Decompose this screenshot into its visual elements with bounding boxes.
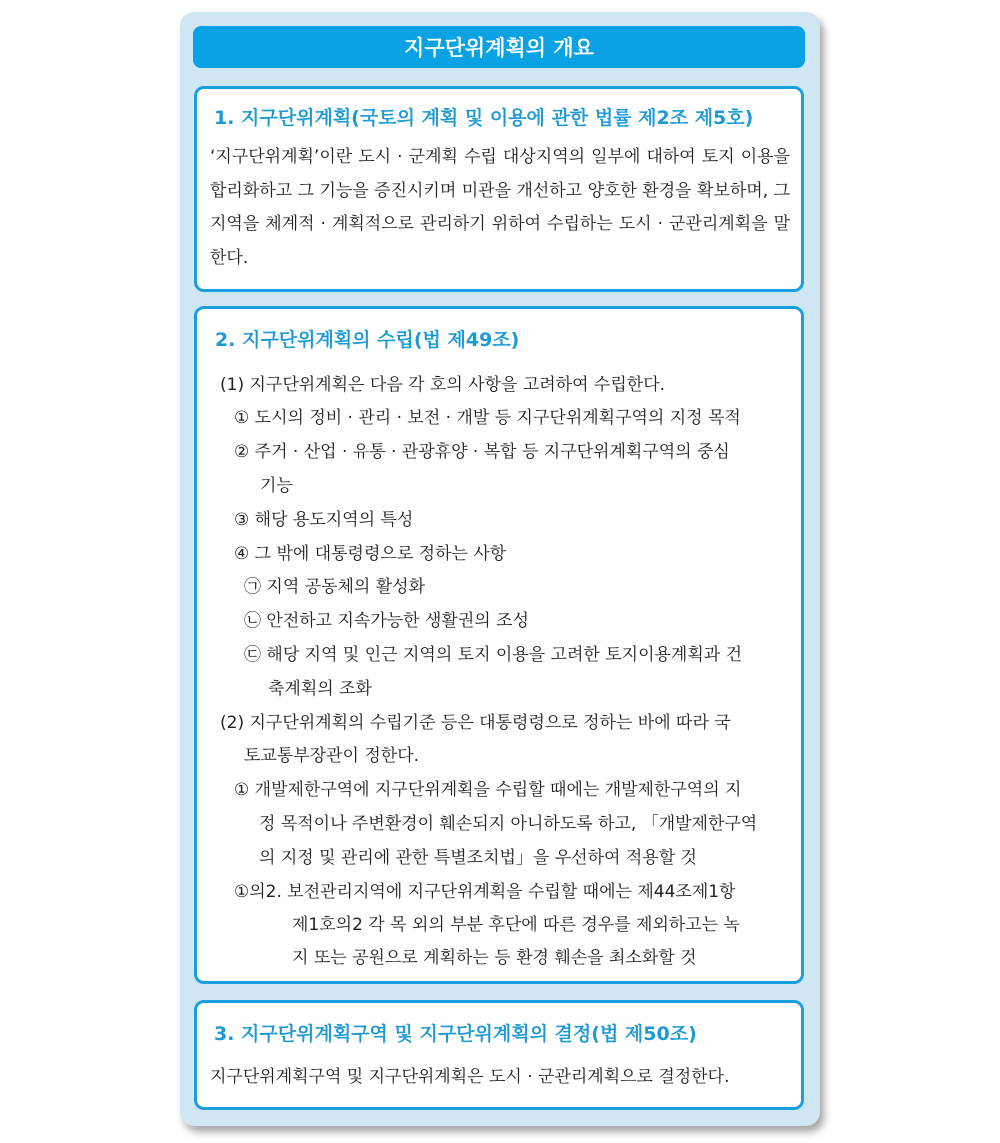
sub-item-c-cont: 축계획의 조화 [268, 679, 372, 699]
section-2-heading: 2. 지구단위계획의 수립(법 제49조) [215, 329, 520, 351]
clause-2-item-1: ① 개발제한구역에 지구단위계획을 수립할 때에는 개발제한구역의 지 [234, 780, 742, 800]
section-3-box [194, 1000, 804, 1110]
clause-2-item-1-2-cont-b: 지 또는 공원으로 계획하는 등 환경 훼손을 최소화할 것 [292, 948, 697, 968]
page-title [193, 26, 805, 68]
item-3: ③ 해당 용도지역의 특성 [234, 510, 414, 530]
clause-2-item-1-cont-a: 정 목적이나 주변환경이 훼손되지 아니하도록 하고, 「개발제한구역 [259, 814, 758, 834]
sub-item-c: ㉢ 해당 지역 및 인근 지역의 토지 이용을 고려한 토지이용계획과 건 [244, 645, 743, 665]
item-4: ④ 그 밖에 대통령령으로 정하는 사항 [234, 544, 507, 564]
section-2-box [194, 306, 804, 984]
item-2-cont: 기능 [260, 476, 293, 496]
section-1-heading: 1. 지구단위계획(국토의 계획 및 이용에 관한 법률 제2조 제5호) [214, 107, 754, 129]
section-1-body: ‘지구단위계획’이란 도시 · 군계획 수립 대상지역의 일부에 대하여 토지 이용을 합리화하고 그 기능을 증진시키며 미관을 개선하고 양호한 환경을 확보하며, 그 지역을 체계적 · 계획적으로 관리하기 위하여 수립하는 도시 · 군관리계획을 말한다. [210, 147, 790, 268]
item-1: ① 도시의 정비 · 관리 · 보전 · 개발 등 지구단위계획구역의 지정 목적 [234, 408, 741, 428]
page-title-text: 지구단위계획의 개요 [404, 36, 594, 60]
clause-2-intro: (2) 지구단위계획의 수립기준 등은 대통령령으로 정하는 바에 따라 국 [220, 713, 731, 733]
item-2: ② 주거 · 산업 · 유통 · 관광휴양 · 복합 등 지구단위계획구역의 중심 [234, 442, 730, 462]
sub-item-a: ㉠ 지역 공동체의 활성화 [244, 577, 426, 597]
clause-2-intro-cont: 토교통부장관이 정한다. [244, 746, 420, 766]
sub-item-b: ㉡ 안전하고 지속가능한 생활권의 조성 [244, 611, 529, 631]
section-3-heading: 3. 지구단위계획구역 및 지구단위계획의 결정(법 제50조) [214, 1023, 697, 1045]
section-3-body: 지구단위계획구역 및 지구단위계획은 도시 · 군관리계획으로 결정한다. [210, 1067, 730, 1087]
clause-2-item-1-2-cont-a: 제1호의2 각 목 외의 부분 후단에 따른 경우를 제외하고는 녹 [292, 915, 740, 935]
clause-1-intro: (1) 지구단위계획은 다음 각 호의 사항을 고려하여 수립한다. [220, 375, 666, 395]
clause-2-item-1-cont-b: 의 지정 및 관리에 관한 특별조치법」을 우선하여 적용할 것 [259, 848, 697, 868]
clause-2-item-1-2: ①의2. 보전관리지역에 지구단위계획을 수립할 때에는 제44조제1항 [234, 882, 736, 902]
section-1-box [194, 86, 804, 292]
